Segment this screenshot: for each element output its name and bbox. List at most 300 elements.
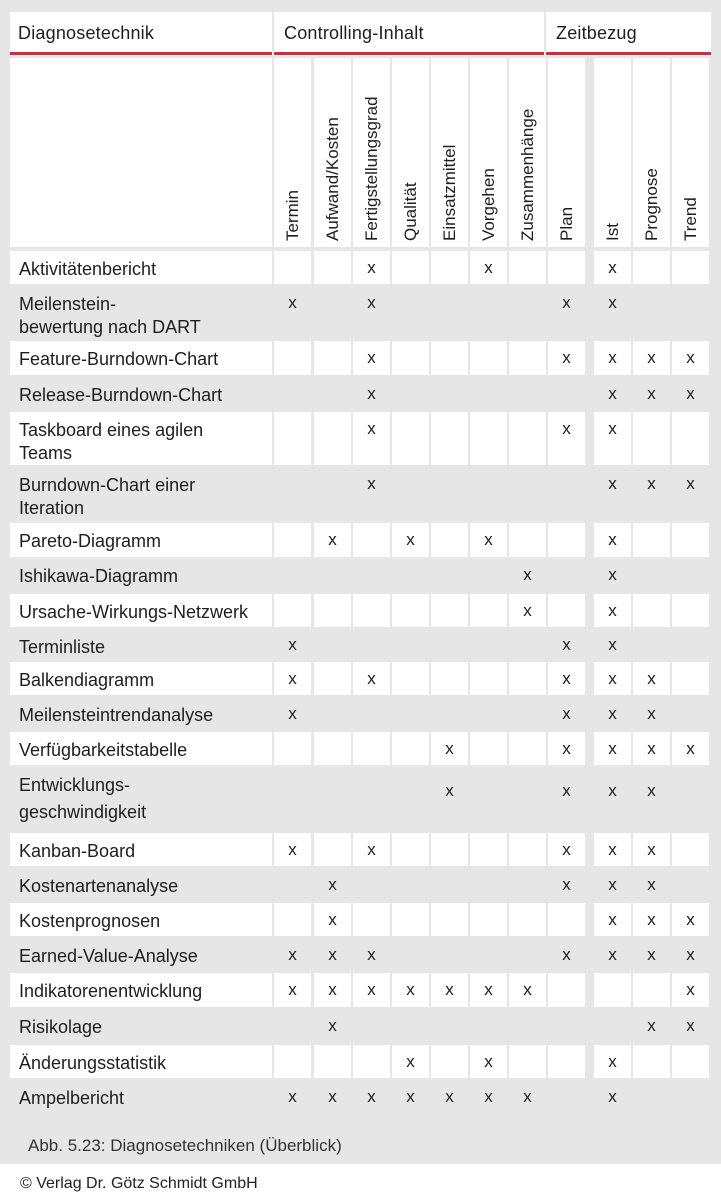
row-label-text: Terminliste <box>19 637 106 657</box>
table-cell <box>431 341 468 375</box>
row-label-text: Ampelbericht <box>19 1088 125 1108</box>
table-cell <box>353 868 390 901</box>
column-header <box>314 58 351 247</box>
table-cell: x <box>633 1009 670 1043</box>
row-label <box>10 558 272 592</box>
row-label-text: Indikatorenentwicklung <box>19 981 203 1001</box>
table-cell: x <box>633 377 670 410</box>
table-cell: x <box>548 938 585 971</box>
table-cell <box>353 1045 390 1078</box>
table-cell <box>392 732 429 765</box>
table-cell <box>509 523 546 557</box>
group-divider <box>544 12 546 52</box>
table-cell <box>470 412 507 465</box>
table-cell: x <box>353 341 390 375</box>
table-cell: x <box>633 938 670 971</box>
table-cell <box>470 558 507 592</box>
table-cell <box>431 629 468 660</box>
table-cell <box>353 558 390 592</box>
table-cell: x <box>594 697 631 730</box>
table-cell <box>672 523 709 557</box>
table-cell: x <box>509 973 546 1007</box>
table-cell: x <box>509 558 546 592</box>
table-cell: x <box>548 412 585 465</box>
column-header-row <box>10 58 711 247</box>
table-cell <box>353 767 390 831</box>
column-header <box>392 58 429 247</box>
column-header-label: Prognose <box>641 168 661 241</box>
table-cell: x <box>470 523 507 557</box>
table-row <box>10 833 711 866</box>
row-label-text: Risikolage <box>19 1017 103 1037</box>
table-cell <box>509 1045 546 1078</box>
table-cell <box>392 1009 429 1043</box>
copyright-notice: © Verlag Dr. Götz Schmidt GmbH <box>20 1175 258 1192</box>
table-cell <box>470 662 507 695</box>
table-cell: x <box>594 903 631 936</box>
table-cell: x <box>594 467 631 521</box>
group-divider <box>272 12 274 52</box>
table-cell <box>392 903 429 936</box>
row-label <box>10 732 272 765</box>
table-cell: x <box>314 868 351 901</box>
table-cell: x <box>353 251 390 284</box>
table-cell: x <box>274 973 311 1007</box>
column-header-label: Zusammenhänge <box>517 108 537 241</box>
table-cell <box>431 594 468 627</box>
table-cell <box>431 523 468 557</box>
table-cell: x <box>594 286 631 339</box>
table-cell: x <box>353 662 390 695</box>
table-cell: x <box>594 412 631 465</box>
row-label-text: Verfügbarkeitstabelle <box>19 740 188 760</box>
column-header <box>509 58 546 247</box>
table-cell: x <box>548 341 585 375</box>
table-row <box>10 1080 711 1114</box>
table-cell: x <box>672 938 709 971</box>
column-header <box>633 58 670 247</box>
table-cell <box>353 732 390 765</box>
table-cell <box>672 833 709 866</box>
row-label-text: Earned-Value-Analyse <box>19 946 198 966</box>
table-cell <box>509 629 546 660</box>
table-cell: x <box>594 341 631 375</box>
table-cell <box>594 973 631 1007</box>
table-row <box>10 629 711 660</box>
table-cell <box>431 377 468 410</box>
table-row <box>10 523 711 557</box>
table-cell: x <box>594 377 631 410</box>
table-cell <box>633 286 670 339</box>
table-cell <box>431 412 468 465</box>
table-cell <box>392 377 429 410</box>
table-cell <box>274 1009 311 1043</box>
table-cell <box>548 467 585 521</box>
group-header-diagnosetechnik: Diagnosetechnik <box>18 23 155 43</box>
column-header-label: Trend <box>680 197 700 241</box>
row-label-text: Aktivitätenbericht <box>19 259 157 279</box>
table-cell: x <box>392 1080 429 1114</box>
table-cell <box>633 412 670 465</box>
table-cell <box>470 903 507 936</box>
column-header-label: Ist <box>602 223 622 241</box>
table-cell <box>548 1009 585 1043</box>
table-cell <box>672 251 709 284</box>
table-cell <box>470 938 507 971</box>
table-cell <box>633 629 670 660</box>
column-header-label: Einsatzmittel <box>439 144 459 241</box>
table-cell <box>314 467 351 521</box>
table-cell: x <box>353 973 390 1007</box>
table-cell <box>353 629 390 660</box>
table-cell: x <box>594 523 631 557</box>
table-cell <box>633 558 670 592</box>
table-cell: x <box>633 767 670 831</box>
row-label-text: Änderungsstatistik <box>19 1053 167 1073</box>
row-label <box>10 377 272 410</box>
table-cell <box>548 973 585 1007</box>
table-cell <box>509 833 546 866</box>
row-label <box>10 767 272 831</box>
column-header-label: Termin <box>282 189 302 241</box>
table-cell: x <box>431 973 468 1007</box>
table-cell <box>314 286 351 339</box>
table-cell <box>509 1009 546 1043</box>
table-row <box>10 1045 711 1078</box>
table-cell <box>314 377 351 410</box>
table-cell: x <box>594 558 631 592</box>
column-header <box>353 58 390 247</box>
table-row <box>10 767 711 831</box>
table-cell <box>392 767 429 831</box>
table-cell <box>548 251 585 284</box>
table-cell: x <box>672 1009 709 1043</box>
table-cell <box>314 594 351 627</box>
table-cell: x <box>470 251 507 284</box>
row-label <box>10 286 272 339</box>
table-cell: x <box>594 629 631 660</box>
table-row <box>10 732 711 765</box>
table-cell <box>353 903 390 936</box>
table-cell: x <box>431 1080 468 1114</box>
table-cell <box>633 973 670 1007</box>
column-header-label: Qualität <box>400 182 420 241</box>
table-cell: x <box>594 594 631 627</box>
table-cell: x <box>274 697 311 730</box>
table-cell <box>470 467 507 521</box>
table-cell: x <box>470 973 507 1007</box>
table-cell <box>633 1080 670 1114</box>
row-label <box>10 629 272 660</box>
table-cell <box>314 833 351 866</box>
table-cell: x <box>594 938 631 971</box>
table-cell <box>392 868 429 901</box>
row-label-text: Meilenstein- bewertung nach DART <box>19 294 201 337</box>
table-cell: x <box>633 868 670 901</box>
table-cell: x <box>353 286 390 339</box>
table-cell <box>431 286 468 339</box>
table-cell <box>633 523 670 557</box>
table-cell <box>548 1045 585 1078</box>
table-cell: x <box>431 767 468 831</box>
table-cell <box>672 1080 709 1114</box>
table-cell <box>314 558 351 592</box>
table-cell <box>509 662 546 695</box>
table-cell <box>672 662 709 695</box>
row-label <box>10 868 272 901</box>
row-label <box>10 341 272 375</box>
column-header-label: Plan <box>556 206 576 241</box>
table-cell: x <box>353 833 390 866</box>
table-cell <box>509 286 546 339</box>
table-cell: x <box>470 1045 507 1078</box>
table-cell <box>274 903 311 936</box>
table-cell <box>672 767 709 831</box>
table-row <box>10 377 711 410</box>
table-cell <box>470 1009 507 1043</box>
table-cell: x <box>594 662 631 695</box>
table-cell <box>672 286 709 339</box>
table-cell <box>314 251 351 284</box>
row-label-text: Burndown-Chart einer Iteration <box>19 475 196 518</box>
table-cell: x <box>594 1045 631 1078</box>
table-row <box>10 973 711 1007</box>
table-cell: x <box>548 662 585 695</box>
table-row <box>10 467 711 521</box>
column-header <box>594 58 631 247</box>
table-cell: x <box>274 629 311 660</box>
table-cell <box>274 1045 311 1078</box>
table-cell <box>392 833 429 866</box>
table-row <box>10 1009 711 1043</box>
table-cell: x <box>633 697 670 730</box>
group-header-controlling: Controlling-Inhalt <box>284 23 424 43</box>
table-cell: x <box>548 629 585 660</box>
table-cell: x <box>594 1080 631 1114</box>
table-cell: x <box>274 938 311 971</box>
table-cell: x <box>274 286 311 339</box>
table-cell <box>548 558 585 592</box>
table-cell <box>314 412 351 465</box>
table-cell <box>314 662 351 695</box>
table-cell <box>548 594 585 627</box>
table-cell: x <box>633 732 670 765</box>
table-cell: x <box>509 1080 546 1114</box>
table-cell <box>431 467 468 521</box>
table-cell <box>633 1045 670 1078</box>
table-cell: x <box>633 467 670 521</box>
table-cell <box>509 903 546 936</box>
table-cell: x <box>548 732 585 765</box>
table-cell <box>672 594 709 627</box>
table-cell: x <box>470 1080 507 1114</box>
row-label-text: Balkendiagramm <box>19 670 155 690</box>
table-cell <box>548 1080 585 1114</box>
table-cell <box>672 868 709 901</box>
header-rule <box>546 52 711 55</box>
table-cell <box>314 732 351 765</box>
table-cell <box>392 594 429 627</box>
table-row <box>10 594 711 627</box>
table-cell <box>314 767 351 831</box>
table-cell <box>392 467 429 521</box>
table-cell: x <box>672 903 709 936</box>
table-cell <box>392 286 429 339</box>
column-header <box>672 58 709 247</box>
row-label-text: Meilensteintrendanalyse <box>19 705 214 725</box>
header-rule <box>274 52 544 55</box>
table-cell <box>672 1045 709 1078</box>
table-row <box>10 903 711 936</box>
table-cell <box>509 251 546 284</box>
group-header-zeitbezug: Zeitbezug <box>556 23 637 43</box>
table-cell: x <box>672 341 709 375</box>
row-label-text: Kanban-Board <box>19 841 136 861</box>
table-cell <box>274 767 311 831</box>
row-label-text: Kostenprognosen <box>19 911 161 931</box>
table-cell <box>314 1045 351 1078</box>
table-cell: x <box>353 412 390 465</box>
table-cell <box>509 377 546 410</box>
row-label-text: Release-Burndown-Chart <box>19 385 223 405</box>
table-cell: x <box>633 903 670 936</box>
table-row <box>10 251 711 284</box>
table-cell: x <box>594 767 631 831</box>
column-header <box>548 58 585 247</box>
table-cell <box>470 629 507 660</box>
table-cell: x <box>314 903 351 936</box>
table-cell <box>470 594 507 627</box>
row-label <box>10 1009 272 1043</box>
column-header-label: Vorgehen <box>478 168 498 241</box>
table-cell <box>548 903 585 936</box>
table-cell: x <box>314 938 351 971</box>
table-cell: x <box>353 377 390 410</box>
table-row <box>10 868 711 901</box>
row-label <box>10 833 272 866</box>
table-cell: x <box>594 868 631 901</box>
table-cell <box>274 377 311 410</box>
table-cell <box>633 251 670 284</box>
column-header <box>274 58 311 247</box>
table-cell: x <box>509 594 546 627</box>
table-cell <box>509 938 546 971</box>
table-cell <box>392 938 429 971</box>
group-header-row <box>10 12 711 55</box>
table-cell <box>431 1009 468 1043</box>
table-cell: x <box>353 467 390 521</box>
table-cell <box>470 341 507 375</box>
column-header-spacer <box>10 58 272 247</box>
table-cell <box>392 251 429 284</box>
table-cell <box>470 767 507 831</box>
row-label <box>10 467 272 521</box>
table-cell: x <box>431 732 468 765</box>
table-cell: x <box>548 286 585 339</box>
table-cell <box>353 594 390 627</box>
table-cell <box>274 412 311 465</box>
row-label <box>10 903 272 936</box>
row-label <box>10 938 272 971</box>
table-cell: x <box>548 697 585 730</box>
table-cell <box>274 594 311 627</box>
table-cell: x <box>633 833 670 866</box>
table-cell: x <box>314 523 351 557</box>
table-cell <box>509 767 546 831</box>
column-header <box>470 58 507 247</box>
row-label-text: Pareto-Diagramm <box>19 531 162 551</box>
table-cell <box>274 341 311 375</box>
table-cell <box>392 558 429 592</box>
column-header-label: Aufwand/Kosten <box>322 117 342 241</box>
table-cell <box>509 467 546 521</box>
table-row <box>10 938 711 971</box>
table-cell <box>274 558 311 592</box>
table-cell <box>274 868 311 901</box>
table-cell <box>548 377 585 410</box>
table-cell <box>509 732 546 765</box>
table-cell <box>274 467 311 521</box>
table-cell: x <box>548 767 585 831</box>
table-cell <box>594 1009 631 1043</box>
table-cell <box>392 412 429 465</box>
row-label-text: Feature-Burndown-Chart <box>19 349 219 369</box>
table-cell: x <box>594 251 631 284</box>
table-cell <box>353 697 390 730</box>
row-label-text: Ishikawa-Diagramm <box>19 566 179 586</box>
table-cell: x <box>314 1009 351 1043</box>
table-cell <box>672 697 709 730</box>
table-cell: x <box>633 662 670 695</box>
table-cell <box>548 523 585 557</box>
figure-caption: Abb. 5.23: Diagnosetechniken (Überblick) <box>28 1136 342 1155</box>
row-label <box>10 412 272 465</box>
table-cell <box>509 412 546 465</box>
table-row <box>10 558 711 592</box>
table-row <box>10 341 711 375</box>
row-label <box>10 973 272 1007</box>
row-label <box>10 1045 272 1078</box>
table-cell <box>509 868 546 901</box>
table-cell <box>633 594 670 627</box>
table-row <box>10 286 711 339</box>
table-row <box>10 412 711 465</box>
table-cell <box>392 629 429 660</box>
column-header-label: Fertigstellungsgrad <box>361 96 381 241</box>
table-cell: x <box>672 377 709 410</box>
table-cell: x <box>314 1080 351 1114</box>
table-row <box>10 662 711 695</box>
table-cell <box>509 697 546 730</box>
table-cell: x <box>672 732 709 765</box>
table-cell <box>672 412 709 465</box>
table-cell <box>431 868 468 901</box>
table-cell: x <box>594 833 631 866</box>
row-label-text: Taskboard eines agilen Teams <box>19 420 204 463</box>
row-label-text: Kostenartenanalyse <box>19 876 179 896</box>
row-label-text: Entwicklungs- geschwindigkeit <box>19 775 147 822</box>
row-label-text: Ursache-Wirkungs-Netzwerk <box>19 602 249 622</box>
table-cell: x <box>274 1080 311 1114</box>
table-cell <box>470 377 507 410</box>
table-cell <box>314 341 351 375</box>
table-cell: x <box>392 973 429 1007</box>
table-cell: x <box>548 868 585 901</box>
table-cell: x <box>672 467 709 521</box>
table-cell <box>431 558 468 592</box>
table-cell <box>431 697 468 730</box>
table-cell <box>431 833 468 866</box>
